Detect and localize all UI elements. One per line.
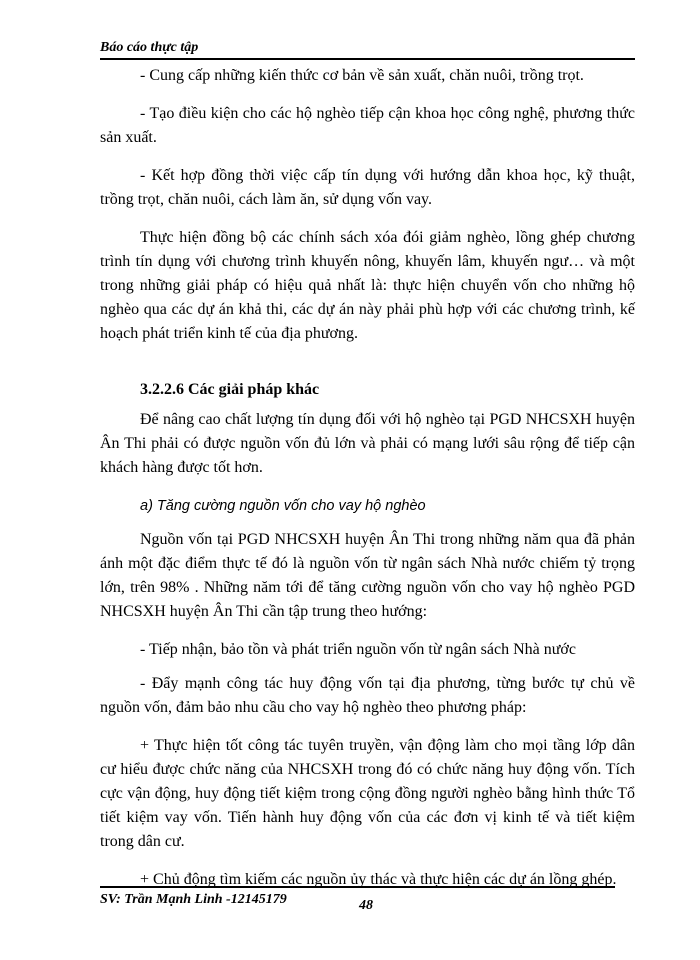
header-divider <box>100 58 635 60</box>
page-number: 48 <box>359 898 373 913</box>
paragraph: - Tiếp nhận, bảo tồn và phát triển nguồn vốn từ ngân sách Nhà nước <box>140 641 576 658</box>
paragraph: - Kết hợp đồng thời việc cấp tín dụng với hướng dẫn khoa học, kỹ thuật, trồng trọt, chăn nuôi, cách làm ăn, sử dụng vốn vay. <box>100 167 635 208</box>
footer-student-info: SV: Trần Mạnh Linh -12145179 <box>100 892 287 907</box>
paragraph: - Đẩy mạnh công tác huy động vốn tại địa phương, từng bước tự chủ về nguồn vốn, đảm bảo nhu cầu cho vay hộ nghèo theo phương pháp: <box>100 675 635 716</box>
section-heading: 3.2.2.6 Các giải pháp khác <box>140 381 320 398</box>
paragraph: Thực hiện đồng bộ các chính sách xóa đói giảm nghèo, lồng ghép chương trình tín dụng với chương trình khuyến nông, khuyến lâm, khuyến ngư… và một trong những giải pháp có hiệu quả nhất là: thực hiện chuyển vốn cho những hộ nghèo qua các dự án khả thi, các dự án này phải phù hợp với các chương trình, kế hoạch phát triển kinh tế của địa phương. <box>100 229 635 342</box>
paragraph: - Tạo điều kiện cho các hộ nghèo tiếp cận khoa học công nghệ, phương thức sản xuất. <box>100 105 635 146</box>
document-body <box>100 64 635 906</box>
paragraph: - Cung cấp những kiến thức cơ bản về sản xuất, chăn nuôi, trồng trọt. <box>140 67 584 84</box>
paragraph: + Chủ động tìm kiếm các nguồn ủy thác và thực hiện các dự án lồng ghép. <box>140 871 617 888</box>
paragraph: Nguồn vốn tại PGD NHCSXH huyện Ân Thi trong những năm qua đã phản ánh một đặc điểm thực tế đó là nguồn vốn từ ngân sách Nhà nước chiếm tỷ trọng lớn, trên 98% . Những năm tới để tăng cường nguồn vốn cho vay hộ nghèo PGD NHCSXH huyện Ân Thi cần tập trung theo hướng: <box>100 531 635 620</box>
paragraph: + Thực hiện tốt công tác tuyên truyền, vận động làm cho mọi tầng lớp dân cư hiểu được chức năng của NHCSXH trong đó có chức năng huy động vốn. Tích cực vận động, huy động tiết kiệm trong cộng đồng người nghèo bằng hình thức Tổ tiết kiệm vay vốn. Tiến hành huy động vốn của các đơn vị kinh tế và tiết kiệm trong dân cư. <box>100 737 635 850</box>
subsection-heading: a) Tăng cường nguồn vốn cho vay hộ nghèo <box>140 498 426 514</box>
footer-divider <box>100 886 615 888</box>
paragraph: Để nâng cao chất lượng tín dụng đối với hộ nghèo tại PGD NHCSXH huyện Ân Thi phải có được nguồn vốn đủ lớn và phải có mạng lưới sâu rộng để tiếp cận khách hàng được tốt hơn. <box>100 411 635 476</box>
page-header-title: Báo cáo thực tập <box>100 40 199 55</box>
